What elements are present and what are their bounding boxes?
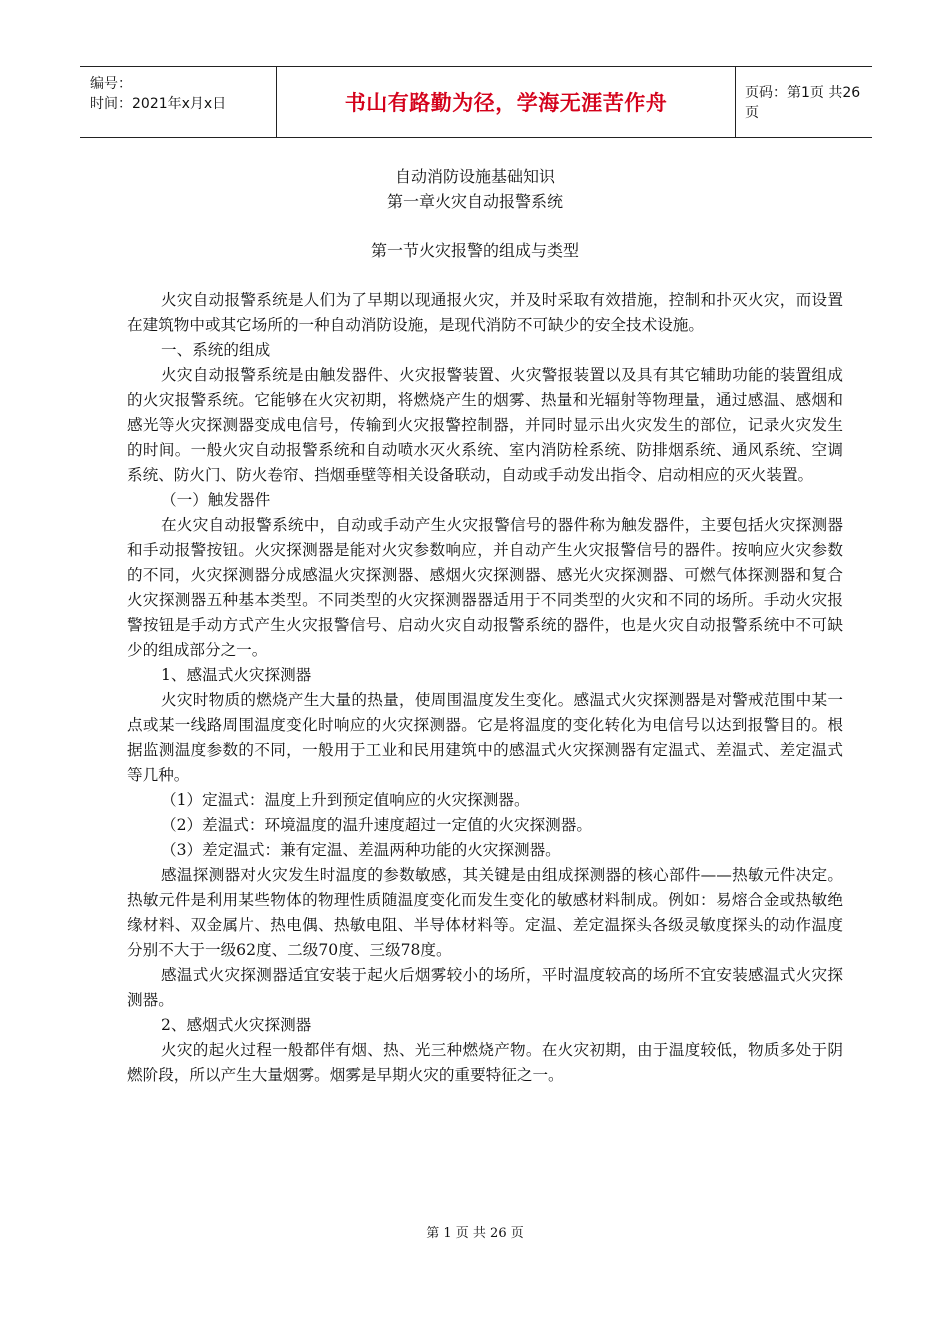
paragraph: 感温式火灾探测器适宜安装于起火后烟雾较小的场所，平时温度较高的场所不宜安装感温式火灾探测器。 xyxy=(127,966,843,1009)
paragraph: 火灾自动报警系统是人们为了早期以现通报火灾，并及时采取有效措施，控制和扑灭火灾，而设置在建筑物中或其它场所的一种自动消防设施，是现代消防不可缺少的安全技术设施。 xyxy=(127,291,843,334)
paragraph: 火灾自动报警系统是由触发器件、火灾报警装置、火灾警报装置以及具有其它辅助功能的装置组成的火灾报警系统。它能够在火灾初期，将燃烧产生的烟雾、热量和光辐射等物理量，通过感温、感烟和感光等火灾探测器变成电信号，传输到火灾报警控制器，并同时显示出火灾发生的部位，记录火灾发生的时间。一般火灾自动报警系统和自动喷水灭火系统、室内消防栓系统、防排烟系统、通风系统、空调系统、防火门、防火卷帘、挡烟垂壁等相关设备联动，自动或手动发出指令、启动相应的灭火装置。 xyxy=(127,366,843,484)
paragraph: 感温探测器对火灾发生时温度的参数敏感，其关键是由组成探测器的核心部件——热敏元件决定。热敏元件是利用某些物体的物理性质随温度变化而发生变化的敏感材料制成。例如：易熔合金或热敏绝缘材料、双金属片、热电偶、热敏电阻、半导体材料等。定温、差定温探头各级灵敏度探头的动作温度分别不大于一级62度、二级70度、三级78度。 xyxy=(127,866,843,959)
list-item: （1）定温式：温度上升到预定值响应的火灾探测器。 xyxy=(161,791,530,809)
motto: 书山有路勤为径，学海无涯苦作舟 xyxy=(276,67,736,137)
heading-trigger-devices: （一）触发器件 xyxy=(161,491,271,509)
paragraph: 在火灾自动报警系统中，自动或手动产生火灾报警信号的器件称为触发器件，主要包括火灾探测器和手动报警按钮。火灾探测器是能对火灾参数响应，并自动产生火灾报警信号的器件。按响应火灾参数的不同，火灾探测器分成感温火灾探测器、感烟火灾探测器、感光火灾探测器、可燃气体探测器和复合火灾探测器五种基本类型。不同类型的火灾探测器器适用于不同类型的火灾和不同的场所。手动火灾报警按钮是手动方式产生火灾报警信号、启动火灾自动报警系统的器件，也是火灾自动报警系统中不可缺少的组成部分之一。 xyxy=(127,516,843,659)
time-label: 时间：2021年x月x日 xyxy=(90,96,227,112)
page-info: 页码：第1页 共26页 xyxy=(745,85,861,121)
body-text xyxy=(127,288,843,1088)
number-label: 编号： xyxy=(90,76,132,92)
heading-heat-detector: 1、感温式火灾探测器 xyxy=(161,666,312,684)
list-item: （3）差定温式：兼有定温、差温两种功能的火灾探测器。 xyxy=(161,841,561,859)
paragraph: 火灾的起火过程一般都伴有烟、热、光三种燃烧产物。在火灾初期，由于温度较低，物质多处于阴燃阶段，所以产生大量烟雾。烟雾是早期火灾的重要特征之一。 xyxy=(127,1041,843,1084)
header-table xyxy=(80,66,872,138)
header-meta-cell xyxy=(80,67,276,137)
paragraph: 火灾时物质的燃烧产生大量的热量，使周围温度发生变化。感温式火灾探测器是对警戒范围中某一点或某一线路周围温度变化时响应的火灾探测器。它是将温度的变化转化为电信号以达到报警目的。根据监测温度参数的不同，一般用于工业和民用建筑中的感温式火灾探测器有定温式、差温式、差定温式等几种。 xyxy=(127,691,843,784)
chapter-title: 第一章火灾自动报警系统 xyxy=(386,192,563,211)
section-title: 第一节火灾报警的组成与类型 xyxy=(370,241,579,260)
document-title: 自动消防设施基础知识 xyxy=(394,167,555,186)
heading-system-composition: 一、系统的组成 xyxy=(161,341,271,359)
page-footer: 第 1 页 共 26 页 xyxy=(426,1226,524,1241)
list-item: （2）差温式：环境温度的温升速度超过一定值的火灾探测器。 xyxy=(161,816,592,834)
heading-smoke-detector: 2、感烟式火灾探测器 xyxy=(161,1016,312,1034)
